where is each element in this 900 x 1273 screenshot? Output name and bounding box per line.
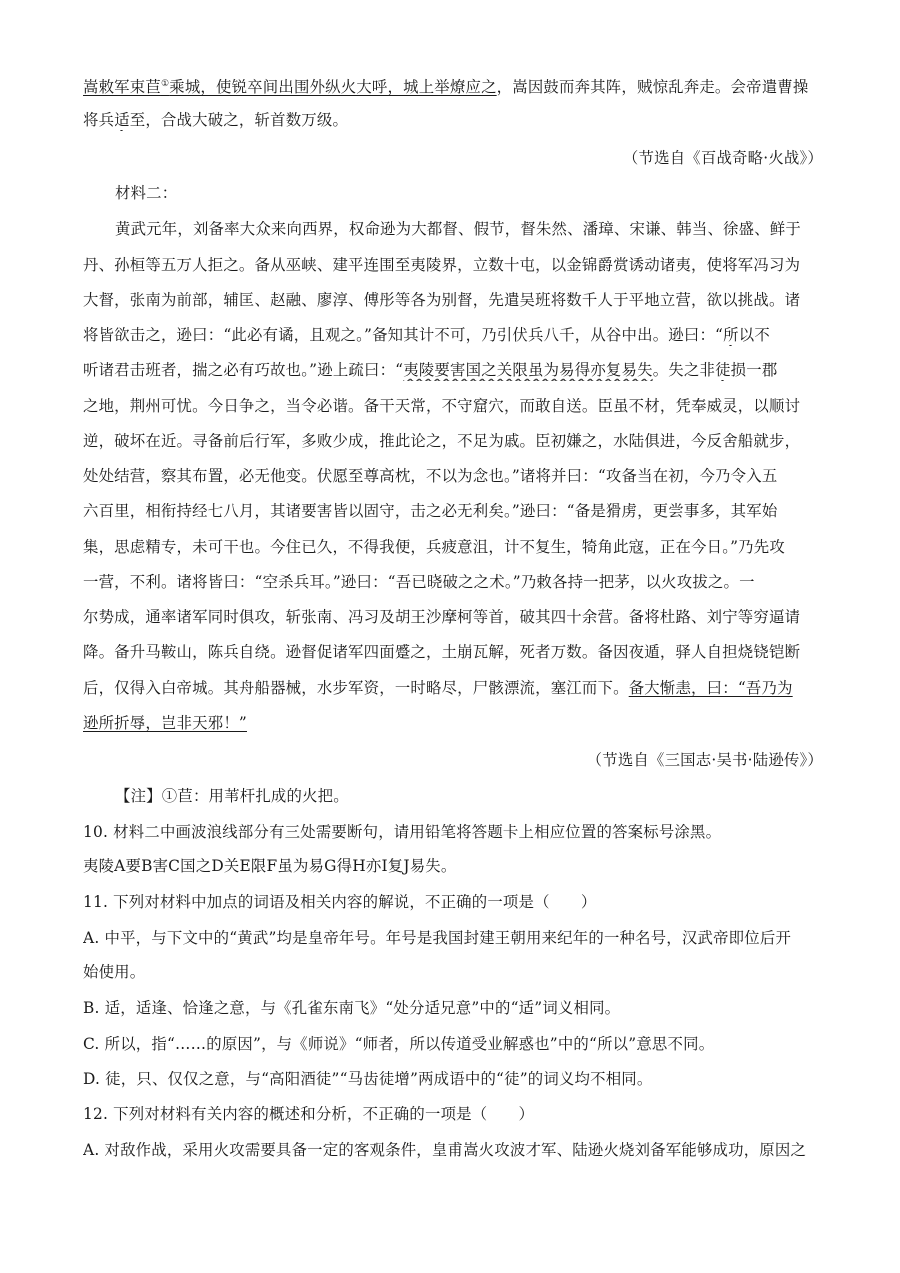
passage2-line-14: 后，仅得入白帝城。其舟船器械，水步军资，一时略尽，尸骸漂流，塞江而下。备大惭恚，曰：“吾乃为 xyxy=(83,679,793,697)
passage2-line-11: 一营，不利。诸将皆曰：“空杀兵耳。”逊曰：“吾已晓破之之术。”乃敕各持一把茅，以火攻拔之。一 xyxy=(83,573,755,591)
passage2-line-10: 集，思虑精专，未可干也。今住已久，不得我便，兵疲意沮，计不复生，犄角此寇，正在今日。”乃先攻 xyxy=(83,538,785,556)
source-citation-2: （节选自《三国志·吴书·陆逊传》） xyxy=(586,751,823,769)
passage2-line-1: 黄武元年，刘备率大众来向西界，权命逊为大都督、假节，督朱然、潘璋、宋谦、韩当、徐盛、鲜于 xyxy=(115,220,801,238)
dotted-word: 所 xyxy=(723,326,739,344)
passage2-line-4: 将皆欲击之，逊曰：“此必有谲，且观之。”备知其计不可，乃引伏兵八千，从谷中出。逊曰：“所以不 xyxy=(83,326,770,344)
passage2-line-5: 听诸君击班者，揣之必有巧故也。”逊上疏曰：“夷陵要害国之关限虽为易得亦复易失。失之非徒损一郡 xyxy=(83,361,778,379)
passage2-line-12: 尔势成，通率诸军同时俱攻，斩张南、冯习及胡王沙摩柯等首，破其四十余营。备将杜路、刘宁等穷逼请 xyxy=(83,608,801,626)
passage2-line-8: 处处结营，察其布置，必无他变。伏愿至尊高枕，不以为念也。”诸将并曰：“攻备当在初，今乃令入五 xyxy=(83,467,778,485)
question-11-option-a-cont: 始使用。 xyxy=(83,963,146,981)
question-10-stem: 10. 材料二中画波浪线部分有三处需要断句，请用铅笔将答题卡上相应位置的答案标号涂黑。 xyxy=(83,823,722,841)
underlined-sentence: 备大惭恚，曰：“吾乃为 xyxy=(628,679,793,697)
material2-title: 材料二： xyxy=(115,184,178,202)
question-11-option-d: D. 徒，只、仅仅之意，与“高阳酒徒”“马齿徒增”两成语中的“徒”的词义均不相同。 xyxy=(83,1070,653,1088)
source-citation-1: （节选自《百战奇略·火战》） xyxy=(622,149,823,167)
wavy-underlined-sentence: 夷陵要害国之关限虽为易得亦复易失 xyxy=(403,361,653,379)
question-11-option-c: C. 所以，指“……的原因”，与《师说》“师者，所以传道受业解惑也”中的“所以”意思不同。 xyxy=(83,1035,715,1053)
passage1-line-1: 嵩敕军束苣①乘城，使锐卒间出围外纵火大呼，城上举燎应之，嵩因鼓而奔其阵，贼惊乱奔走。会帝遣曹操 xyxy=(83,78,809,96)
dotted-word: 徒 xyxy=(715,361,731,379)
underlined-sentence: 逊所折辱，岂非天邪！” xyxy=(83,714,247,732)
passage2-line-7: 逆，破坏在近。寻备前后行军，多败少成，推此论之，不足为戚。臣初嫌之，水陆俱进，今反舍船就步， xyxy=(83,432,801,450)
question-11-option-b: B. 适，适逢、恰逢之意，与《孔雀东南飞》“处分适兄意”中的“适”词义相同。 xyxy=(83,999,621,1017)
passage1-line-2: 将兵适至，合战大破之，斩首数万级。 xyxy=(83,111,349,129)
question-11-stem: 11. 下列对材料中加点的词语及相关内容的解说，不正确的一项是（ ） xyxy=(83,893,597,911)
passage2-line-13: 降。备升马鞍山，陈兵自绕。逊督促诸军四面蹙之，土崩瓦解，死者万数。备因夜遁，驿人自担烧铙铠断 xyxy=(83,643,801,661)
footnote: 【注】①苣：用苇杆扎成的火把。 xyxy=(115,787,349,805)
question-12-option-a: A. 对敌作战，采用火攻需要具备一定的客观条件，皇甫嵩火攻波才军、陆逊火烧刘备军能够成功，原因之 xyxy=(83,1141,807,1159)
passage2-line-9: 六百里，相衔持经七八月，其诸要害皆以固守，击之必无利矣。”逊曰：“备是猾虏，更尝事多，其军始 xyxy=(83,502,778,520)
dotted-word: 适 xyxy=(114,111,130,129)
passage2-line-3: 大督，张南为前部，辅匡、赵融、廖淳、傅彤等各为别督，先遣吴班将数千人于平地立营，欲以挑战。诸 xyxy=(83,291,801,309)
passage2-line-15 xyxy=(83,712,823,734)
passage2-line-2: 丹、孙桓等五万人拒之。备从巫峡、建平连围至夷陵界，立数十屯，以金锦爵赏诱动诸夷，使将军冯习为 xyxy=(83,256,801,274)
underlined-sentence: 嵩敕军束苣①乘城，使锐卒间出围外纵火大呼，城上举燎应之 xyxy=(83,78,497,96)
question-10-options: 夷陵A要B害C国之D关E限F虽为易G得H亦I复J易失。 xyxy=(83,857,457,875)
question-12-stem: 12. 下列对材料有关内容的概述和分析，不正确的一项是（ ） xyxy=(83,1105,535,1123)
passage2-line-6: 之地，荆州可忧。今日争之，当令必谐。备干天常，不守窟穴，而敢自送。臣虽不材，凭奉威灵，以顺讨 xyxy=(83,397,801,415)
footnote-marker: ① xyxy=(160,78,170,89)
question-11-option-a: A. 中平，与下文中的“黄武”均是皇帝年号。年号是我国封建王朝用来纪年的一种名号，汉武帝即位后开 xyxy=(83,929,792,947)
